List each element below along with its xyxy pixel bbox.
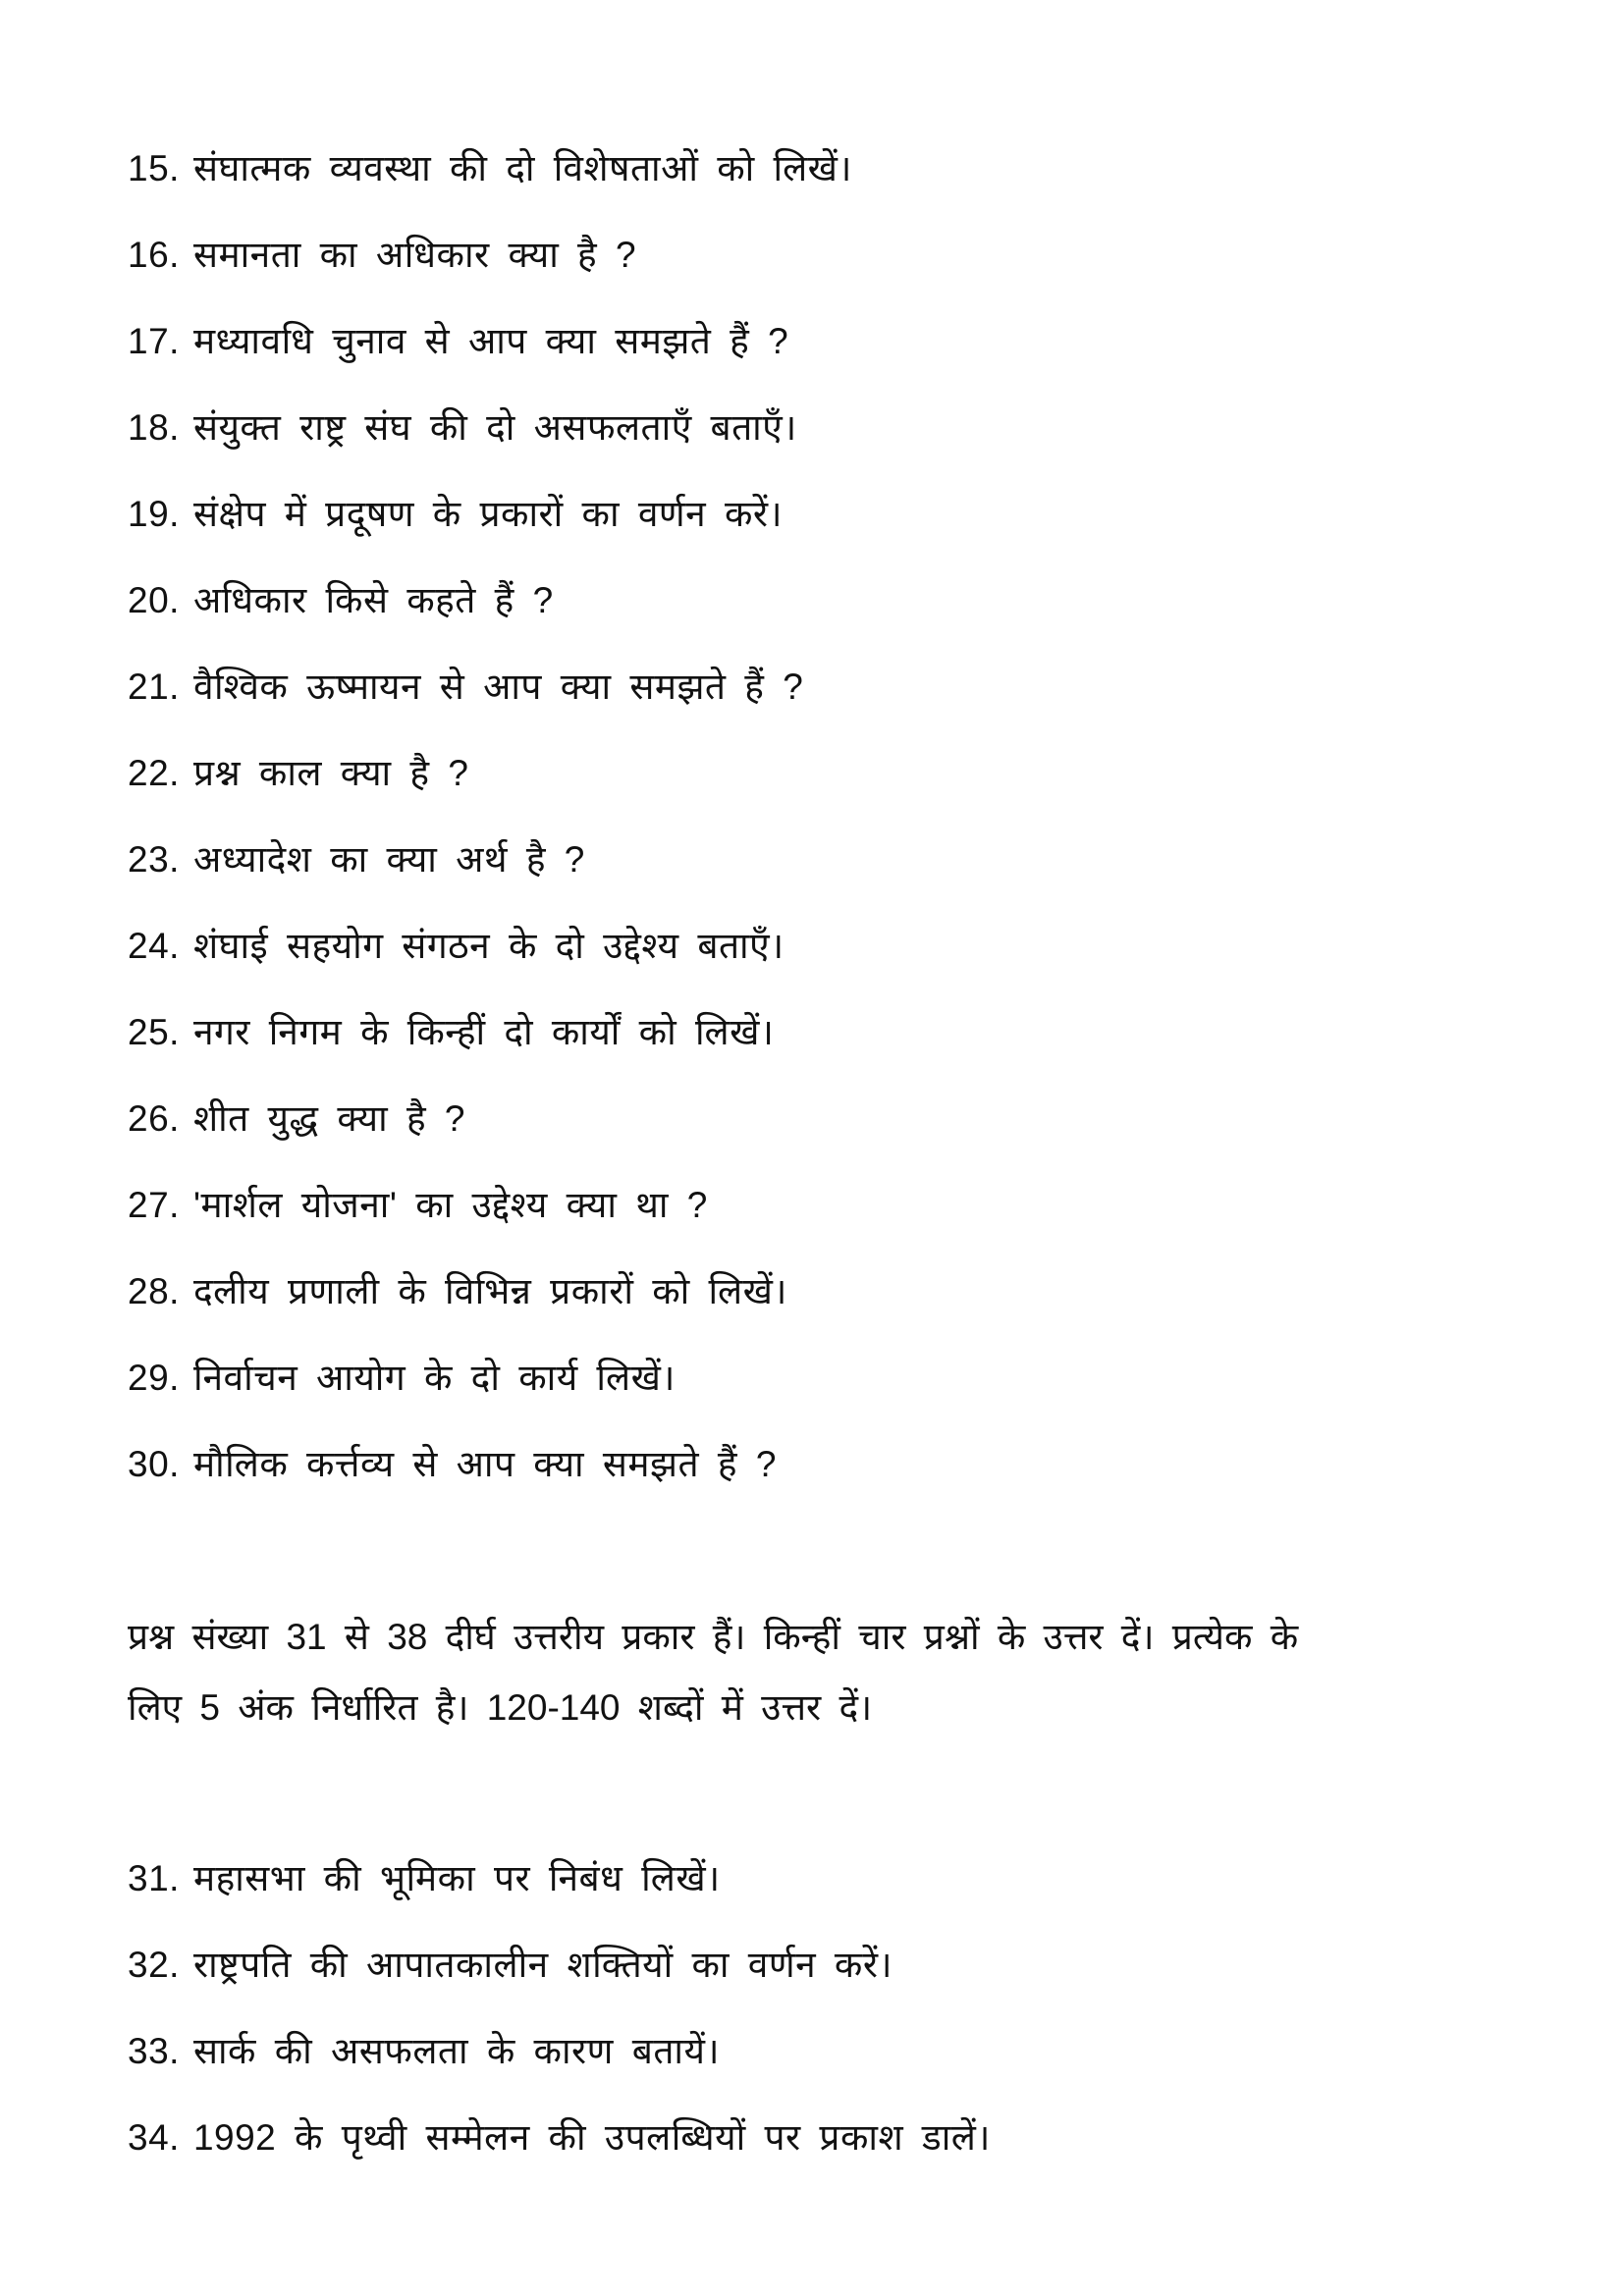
question-text: सार्क की असफलता के कारण बतायें। (192, 2031, 720, 2071)
question-number: 24. (128, 926, 180, 966)
question-32 (128, 1942, 893, 1989)
question-text: संक्षेप में प्रदूषण के प्रकारों का वर्णन करें। (192, 494, 784, 534)
question-text: नगर निगम के किन्हीं दो कार्यों को लिखें। (192, 1012, 775, 1052)
question-text: संयुक्त राष्ट्र संघ की दो असफलताएँ बताएँ। (192, 407, 797, 448)
question-number: 27. (128, 1185, 180, 1225)
question-text: प्रश्न काल क्या है ? (192, 753, 469, 793)
question-text: राष्ट्रपति की आपातकालीन शक्तियों का वर्णन करें। (192, 1945, 893, 1985)
question-34 (128, 2114, 991, 2162)
question-text: समानता का अधिकार क्या है ? (192, 235, 637, 275)
question-29 (128, 1355, 676, 1402)
question-number: 18. (128, 407, 180, 448)
question-number: 31. (128, 1858, 180, 1898)
question-text: दलीय प्रणाली के विभिन्न प्रकारों को लिखें। (192, 1271, 787, 1311)
question-number: 25. (128, 1012, 180, 1052)
question-text: 1992 के पृथ्वी सम्मेलन की उपलब्धियों पर प्रकाश डालें। (192, 2117, 991, 2158)
question-number: 20. (128, 580, 180, 620)
question-number: 33. (128, 2031, 180, 2071)
question-26 (128, 1095, 465, 1143)
question-text: अध्यादेश का क्या अर्थ है ? (192, 839, 585, 880)
question-text: संघात्मक व्यवस्था की दो विशेषताओं को लिखें। (192, 148, 852, 188)
question-25 (128, 1009, 774, 1056)
question-23 (128, 836, 585, 883)
question-text: 'मार्शल योजना' का उद्देश्य क्या था ? (192, 1185, 708, 1225)
question-16 (128, 232, 636, 279)
question-27 (128, 1182, 708, 1229)
question-17 (128, 318, 788, 365)
question-text: निर्वाचन आयोग के दो कार्य लिखें। (192, 1358, 676, 1398)
question-21 (128, 664, 803, 711)
question-number: 26. (128, 1098, 180, 1139)
question-22 (128, 750, 468, 797)
question-number: 22. (128, 753, 180, 793)
question-text: महासभा की भूमिका पर निबंध लिखें। (192, 1858, 721, 1898)
question-text: मध्यावधि चुनाव से आप क्या समझते हैं ? (192, 321, 789, 361)
question-30 (128, 1441, 777, 1488)
question-number: 19. (128, 494, 180, 534)
question-number: 17. (128, 321, 180, 361)
question-number: 15. (128, 148, 180, 188)
question-text: वैश्विक ऊष्मायन से आप क्या समझते हैं ? (192, 667, 804, 707)
question-24 (128, 923, 785, 970)
question-text: मौलिक कर्त्तव्य से आप क्या समझते हैं ? (192, 1444, 777, 1484)
instructions-line-1: प्रश्न संख्या 31 से 38 दीर्घ उत्तरीय प्रकार हैं। किन्हीं चार प्रश्नों के उत्तर दें। प्रत्येक के (128, 1617, 1299, 1657)
question-number: 30. (128, 1444, 180, 1484)
question-15 (128, 145, 852, 192)
question-number: 16. (128, 235, 180, 275)
question-number: 23. (128, 839, 180, 880)
instructions-line-2: लिए 5 अंक निर्धारित है। 120-140 शब्दों में उत्तर दें। (128, 1687, 873, 1728)
question-18 (128, 404, 797, 452)
question-number: 32. (128, 1945, 180, 1985)
question-28 (128, 1268, 787, 1315)
question-number: 28. (128, 1271, 180, 1311)
question-number: 21. (128, 667, 180, 707)
question-number: 34. (128, 2117, 180, 2158)
question-33 (128, 2028, 720, 2075)
section-instructions (128, 1602, 1502, 1743)
question-number: 29. (128, 1358, 180, 1398)
question-20 (128, 577, 554, 624)
question-31 (128, 1855, 721, 1902)
question-text: शंघाई सहयोग संगठन के दो उद्देश्य बताएँ। (192, 926, 785, 966)
question-text: शीत युद्ध क्या है ? (192, 1098, 465, 1139)
question-text: अधिकार किसे कहते हैं ? (192, 580, 554, 620)
question-19 (128, 491, 783, 538)
